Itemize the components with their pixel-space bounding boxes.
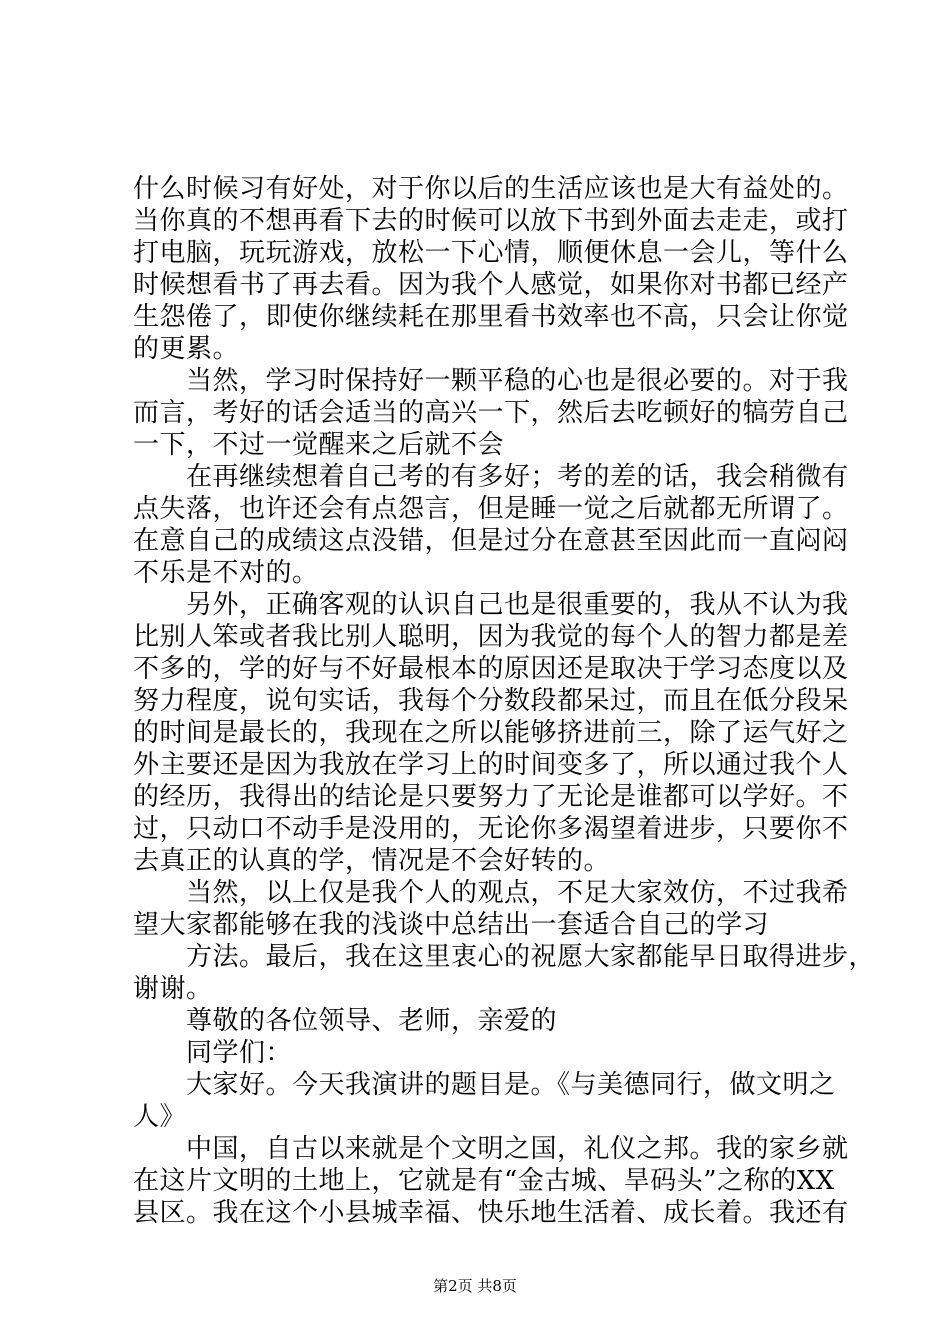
text-line: 另外，正确客观的认识自己也是很重要的，我从不认为我 bbox=[133, 590, 849, 620]
text-line: 不多的，学的好与不好最根本的原因还是取决于学习态度以及 bbox=[133, 654, 849, 684]
text-line: 县区。我在这个小县城幸福、快乐地生活着、成长着。我还有 bbox=[133, 1198, 849, 1228]
text-line: 的经历，我得出的结论是只要努力了无论是谁都可以学好。不 bbox=[133, 782, 849, 812]
page-footer: 第2页 共8页 bbox=[433, 1277, 517, 1295]
text-line: 过，只动口不动手是没用的，无论你多渴望着进步，只要你不 bbox=[133, 814, 849, 844]
text-line: 中国，自古以来就是个文明之国，礼仪之邦。我的家乡就 bbox=[133, 1134, 849, 1164]
text-line: 不乐是不对的。 bbox=[133, 558, 319, 588]
text-line: 去真正的认真的学，情况是不会好转的。 bbox=[133, 846, 611, 876]
text-line: 大家好。今天我演讲的题目是。《与美德同行，做文明之 bbox=[133, 1070, 836, 1100]
text-line: 什么时候习有好处，对于你以后的生活应该也是大有益处的。 bbox=[133, 174, 849, 204]
text-line: 在这片文明的土地上，它就是有“金古城、旱码头”之称的XX bbox=[133, 1166, 835, 1196]
text-line: 而言，考好的话会适当的高兴一下，然后去吃顿好的犒劳自己 bbox=[133, 398, 849, 428]
text-line: 生怨倦了，即使你继续耗在那里看书效率也不高，只会让你觉 bbox=[133, 302, 849, 332]
text-line: 的更累。 bbox=[133, 334, 240, 364]
text-line: 同学们： bbox=[133, 1038, 293, 1068]
text-line: 当然，以上仅是我个人的观点，不足大家效仿，不过我希 bbox=[133, 878, 849, 908]
text-line: 方法。最后，我在这里衷心的祝愿大家都能早日取得进步， bbox=[133, 942, 876, 972]
text-line: 一下，不过一觉醒来之后就不会 bbox=[133, 430, 505, 460]
text-line: 打电脑，玩玩游戏，放松一下心情，顺便休息一会儿，等什么 bbox=[133, 238, 849, 268]
text-line: 的时间是最长的，我现在之所以能够挤进前三，除了运气好之 bbox=[133, 718, 849, 748]
text-line: 当你真的不想再看下去的时候可以放下书到外面去走走，或打 bbox=[133, 206, 849, 236]
text-line: 比别人笨或者我比别人聪明，因为我觉的每个人的智力都是差 bbox=[133, 622, 849, 652]
text-line: 点失落，也许还会有点怨言，但是睡一觉之后就都无所谓了。 bbox=[133, 494, 849, 524]
text-line: 当然，学习时保持好一颗平稳的心也是很必要的。对于我 bbox=[133, 366, 849, 396]
text-line: 望大家都能够在我的浅谈中总结出一套适合自己的学习 bbox=[133, 910, 770, 940]
text-line: 尊敬的各位领导、老师，亲爱的 bbox=[133, 1006, 558, 1036]
document-body bbox=[133, 173, 876, 1229]
text-line: 在再继续想着自己考的有多好；考的差的话，我会稍微有 bbox=[133, 462, 849, 492]
text-line: 外主要还是因为我放在学习上的时间变多了，所以通过我个人 bbox=[133, 750, 849, 780]
text-line: 谢谢。 bbox=[133, 974, 213, 1004]
text-line: 时候想看书了再去看。因为我个人感觉，如果你对书都已经产 bbox=[133, 270, 849, 300]
text-line: 在意自己的成绩这点没错，但是过分在意甚至因此而一直闷闷 bbox=[133, 526, 849, 556]
text-line: 人》 bbox=[133, 1102, 187, 1132]
text-line: 努力程度，说句实话，我每个分数段都呆过，而且在低分段呆 bbox=[133, 686, 849, 716]
